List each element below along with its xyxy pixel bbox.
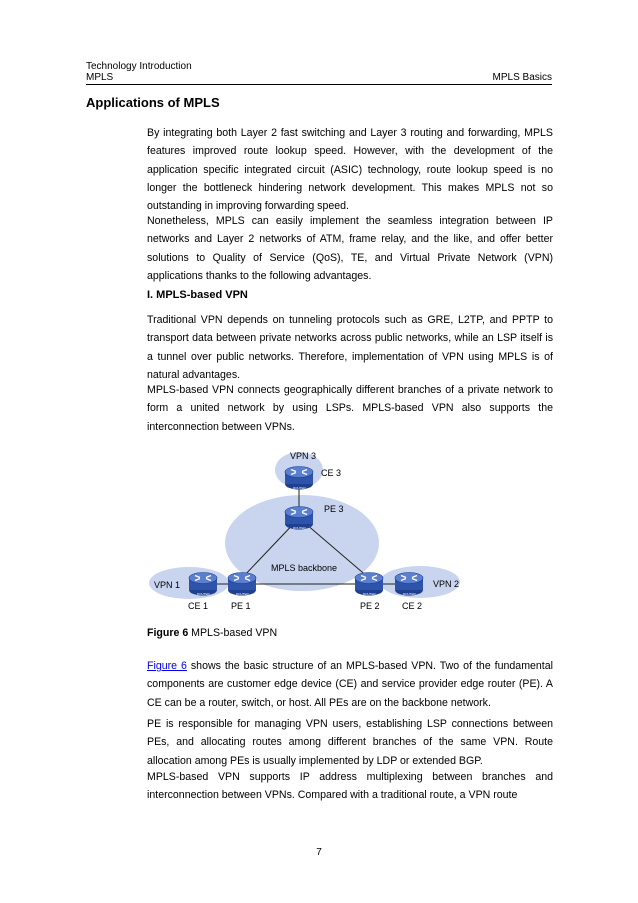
router-caption: ROUTER <box>197 592 210 596</box>
router-caption: ROUTER <box>293 526 306 530</box>
paragraph-5-text: shows the basic structure of an MPLS-based VPN. Two of the fundamental components are customer edge device (CE) and service provider edge router (PE). A CE can be a router, switch, or host. All PEs are on the backbone network. <box>147 660 553 709</box>
label-vpn3: VPN 3 <box>290 451 317 461</box>
router-caption: ROUTER <box>363 592 376 596</box>
router-caption: ROUTER <box>236 592 249 596</box>
label-vpn1: VPN 1 <box>154 580 181 590</box>
paragraph-6: PE is responsible for managing VPN users, establishing LSP connections between PEs, and allocating routes among different branches of the same VPN. Route allocation among PEs is usually implemented by LDP or extended BGP. <box>147 718 553 767</box>
header-title: Technology Introduction <box>86 61 192 72</box>
label-pe2: PE 2 <box>360 601 380 611</box>
paragraph-1: By integrating both Layer 2 fast switching and Layer 3 routing and forwarding, MPLS features improved route lookup speed. However, with the development of the application specific integrated circuit (ASIC) technology, route lookup speed is no longer the bottleneck hindering network development. This makes MPLS not so outstanding in improving forwarding speed. <box>147 127 553 213</box>
label-ce3: CE 3 <box>321 468 342 478</box>
label-pe1: PE 1 <box>231 601 251 611</box>
router-caption: ROUTER <box>403 592 416 596</box>
paragraph-5 <box>147 657 553 712</box>
paragraph-2: Nonetheless, MPLS can easily implement the seamless integration between IP networks and Layer 2 networks of ATM, frame relay, and the like, and offer better solutions to Quality of Service (QoS), TE, and Virtual Private Network (VPN) applications thanks to the following advantages. <box>147 215 553 282</box>
label-ce2: CE 2 <box>402 601 423 611</box>
figure-caption-label: Figure 6 <box>147 627 189 639</box>
header-section: MPLS Basics <box>492 72 552 83</box>
label-pe3: PE 3 <box>324 504 344 514</box>
mpls-vpn-diagram <box>147 448 487 618</box>
header-divider <box>86 84 552 85</box>
figure-caption-text: MPLS-based VPN <box>188 627 278 639</box>
paragraph-4: MPLS-based VPN connects geographically different branches of a private network to form a united network by using LSPs. MPLS-based VPN also supports the interconnection between VPNs. <box>147 384 553 433</box>
header-subtitle: MPLS <box>86 72 114 83</box>
label-ce1: CE 1 <box>188 601 209 611</box>
figure-6-link[interactable]: Figure 6 <box>147 660 187 672</box>
paragraph-7: MPLS-based VPN supports IP address multiplexing between branches and interconnection between VPNs. Compared with a traditional route, a VPN route <box>147 771 553 802</box>
label-vpn2: VPN 2 <box>433 579 460 589</box>
subsection-title: I. MPLS-based VPN <box>147 289 248 301</box>
section-title: Applications of MPLS <box>86 95 220 110</box>
page-number: 7 <box>316 847 322 858</box>
figure-caption <box>147 627 277 639</box>
paragraph-3: Traditional VPN depends on tunneling protocols such as GRE, L2TP, and PPTP to transport data between private networks across public networks, while an LSP itself is a tunnel over public networks. Therefore, implementation of VPN using MPLS is of natural advantages. <box>147 314 553 381</box>
label-backbone: MPLS backbone <box>271 563 338 573</box>
router-caption: ROUTER <box>293 486 306 490</box>
